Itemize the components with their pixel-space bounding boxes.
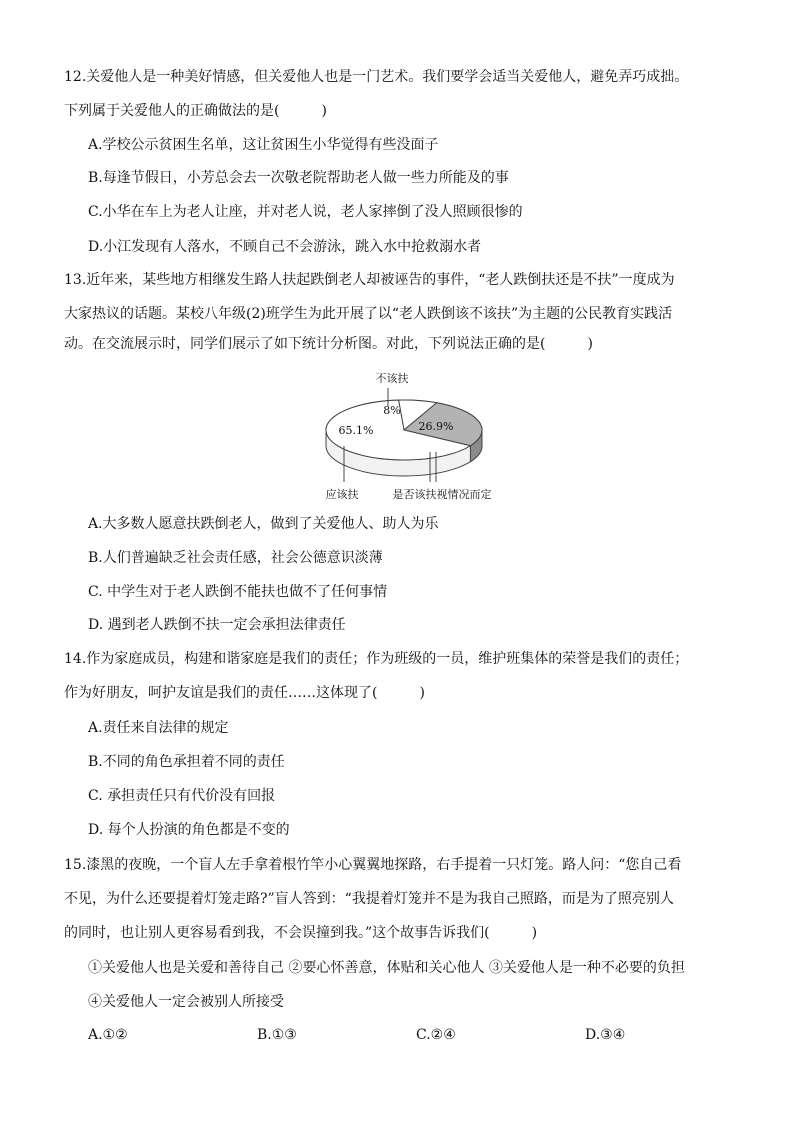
- q15-statements-line1: ①关爱他人也是关爱和善待自己 ②要心怀善意，体贴和关心他人 ③关爱他人是一种不必要的负担: [88, 960, 685, 976]
- q13-stem-line1: 13.近年来，某些地方相继发生路人扶起跌倒老人却被诬告的事件，“老人跌倒扶还是不扶”一度成为: [64, 272, 675, 288]
- q13-stem-line3: 动。在交流展示时，同学们展示了如下统计分析图。对此，下列说法正确的是( ): [64, 336, 593, 352]
- q14-option-a: A.责任来自法律的规定: [88, 720, 229, 736]
- q15-option-c: C.②④: [416, 1027, 456, 1043]
- q12-option-c: C.小华在车上为老人让座，并对老人说，老人家摔倒了没人照顾很惨的: [88, 204, 523, 220]
- q12-stem-line2: 下列属于关爱他人的正确做法的是( ): [64, 103, 327, 119]
- category-label-bugaifu: 不该扶: [375, 372, 409, 385]
- q13-option-c: C. 中学生对于老人跌倒不能扶也做不了任何事情: [88, 584, 388, 600]
- q15-option-a: A.①②: [88, 1027, 128, 1043]
- q12-option-b: B.每逢节假日，小芳总会去一次敬老院帮助老人做一些力所能及的事: [88, 170, 509, 186]
- q15-stem-line1: 15.漆黑的夜晚，一个盲人左手拿着根竹竿小心翼翼地探路，右手提着一只灯笼。路人问：“您自己看: [64, 857, 682, 873]
- q14-option-c: C. 承担责任只有代价没有回报: [88, 788, 276, 804]
- q12-option-d: D.小江发现有人落水，不顾自己不会游泳，跳入水中抢救溺水者: [88, 239, 482, 255]
- q13-option-a: A.大多数人愿意扶跌倒老人，做到了关爱他人、助人为乐: [88, 516, 439, 532]
- q13-stem-line2: 大家热议的话题。某校八年级(2)班学生为此开展了以“老人跌倒该不该扶”为主题的公民教育实践活: [64, 306, 673, 322]
- value-label-yinggaifu: 65.1%: [338, 424, 374, 437]
- pie-chart-svg: [318, 368, 498, 504]
- q14-option-d: D. 每个人扮演的角色都是不变的: [88, 822, 290, 838]
- q12-stem-line1: 12.关爱他人是一种美好情感，但关爱他人也是一门艺术。我们要学会适当关爱他人，避免弄巧成拙。: [64, 69, 689, 85]
- value-label-shifou: 26.9%: [418, 420, 454, 433]
- q15-statements-line2: ④关爱他人一定会被别人所接受: [88, 994, 284, 1010]
- q14-stem-line2: 作为好朋友，呵护友谊是我们的责任……这体现了( ): [64, 685, 425, 701]
- q15-stem-line3: 的同时，也让别人更容易看到我，不会误撞到我。”这个故事告诉我们( ): [64, 925, 538, 941]
- value-label-bugaifu: 8%: [383, 404, 401, 417]
- q12-option-a: A.学校公示贫困生名单，这让贫困生小华觉得有些没面子: [88, 137, 439, 153]
- q14-option-b: B.不同的角色承担着不同的责任: [88, 754, 285, 770]
- q13-option-b: B.人们普遍缺乏社会责任感，社会公德意识淡薄: [88, 550, 383, 566]
- pie-chart-figure: [318, 368, 498, 504]
- category-label-shifou: 是否该扶视情况而定: [392, 488, 492, 501]
- q15-option-d: D.③④: [585, 1027, 626, 1043]
- category-label-yinggaifu: 应该扶: [325, 488, 359, 501]
- q15-option-b: B.①③: [257, 1027, 297, 1043]
- q14-stem-line1: 14.作为家庭成员，构建和谐家庭是我们的责任；作为班级的一员，维护班集体的荣誉是我们的责任；: [64, 651, 689, 667]
- q13-option-d: D. 遇到老人跌倒不扶一定会承担法律责任: [88, 617, 346, 633]
- q15-stem-line2: 不见，为什么还要提着灯笼走路?”盲人答到：“我提着灯笼并不是为我自己照路，而是为了照亮别人: [64, 891, 674, 907]
